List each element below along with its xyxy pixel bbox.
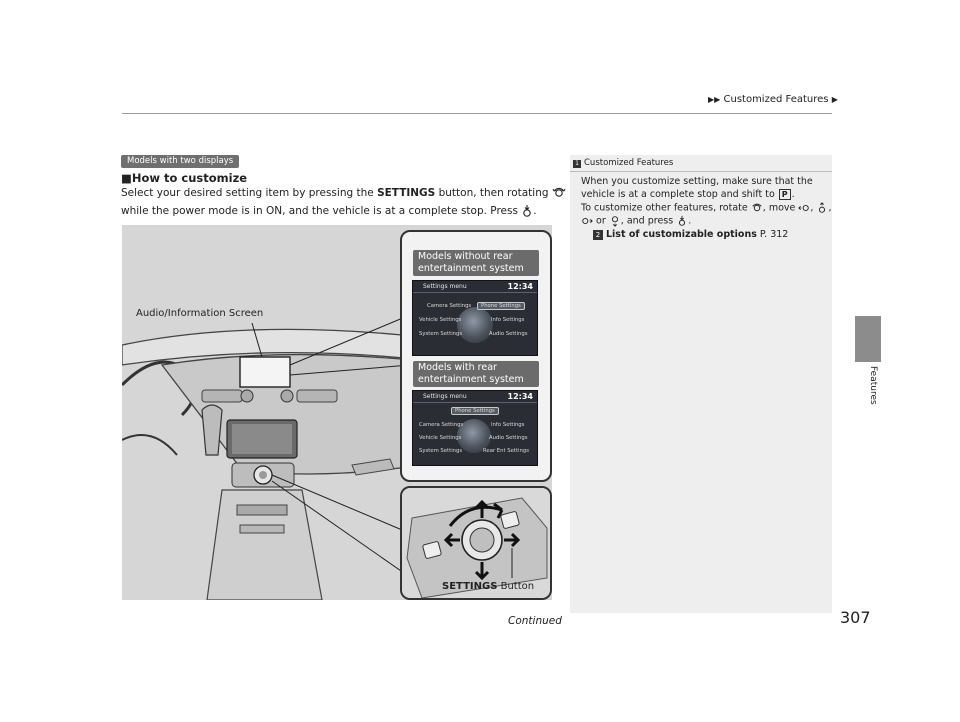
menu-item-vehicle-settings: Vehicle Settings (419, 435, 462, 441)
note-paragraph-2-line-1 (581, 202, 831, 214)
interface-dial-press-icon (521, 204, 533, 218)
note-paragraph-2-line-2 (581, 215, 691, 227)
screen-header-bar (413, 402, 537, 403)
settings-button-label (442, 581, 534, 592)
screen-header-bar (413, 292, 537, 293)
triangle-icon: ▶ (831, 95, 838, 104)
note-divider (570, 171, 832, 172)
interface-dial-left-icon (798, 202, 810, 214)
header-divider (122, 113, 832, 114)
menu-item-info-settings: Info Settings (491, 317, 525, 323)
body-text: Select your desired setting item by pressing the (121, 187, 378, 199)
note-paragraph-1-line-1: When you customize setting, make sure that the (581, 176, 813, 187)
menu-item-vehicle-settings: Vehicle Settings (419, 317, 462, 323)
note-text: To customize other features, rotate (581, 202, 748, 214)
note-text: , move (762, 202, 796, 214)
body-text-bold: SETTINGS (377, 187, 436, 199)
screen-title: Settings menu (423, 283, 467, 290)
screen-clock: 12:34 (507, 282, 533, 291)
settings-button-label-rest: Button (497, 581, 535, 592)
audio-information-screen-label: Audio/Information Screen (136, 308, 264, 319)
dial-graphic (457, 307, 493, 343)
menu-item-phone-settings: Phone Settings (451, 407, 499, 415)
note-text: or (596, 215, 606, 227)
menu-item-camera-settings: Camera Settings (427, 303, 472, 309)
models-badge: Models with two displays (121, 155, 239, 168)
menu-item-info-settings: Info Settings (491, 422, 525, 428)
side-tab-label: Features (868, 366, 878, 405)
cross-reference-title[interactable]: List of customizable options (606, 229, 757, 240)
interface-dial-rotate-icon (552, 186, 566, 200)
interface-dial-rotate-icon (751, 202, 763, 214)
interface-dial-up-icon (816, 202, 828, 214)
body-text: button, then rotating (435, 187, 552, 199)
park-position-box: P (779, 189, 791, 200)
body-text-line-1 (121, 186, 566, 200)
square-bullet-icon: ■ (121, 171, 132, 185)
interface-dial-right-icon (581, 215, 593, 227)
page-number: 307 (840, 608, 871, 627)
breadcrumb (708, 94, 838, 105)
note-text: . (791, 189, 795, 200)
settings-menu-screen-a (412, 280, 538, 356)
menu-item-audio-settings: Audio Settings (489, 435, 528, 441)
body-text-line-2 (121, 204, 537, 218)
double-triangle-icon: ▶▶ (708, 95, 721, 104)
cross-reference[interactable] (593, 229, 788, 240)
note-paragraph-1-line-2 (581, 189, 795, 200)
section-heading-text: How to customize (131, 171, 248, 185)
section-heading (121, 171, 247, 185)
menu-item-rear-ent-settings: Rear Ent Settings (483, 448, 529, 454)
menu-item-camera-settings: Camera Settings (419, 422, 464, 428)
body-text: while the power mode is in ON, and the vehicle is at a complete stop. Press (121, 205, 522, 217)
menu-item-phone-settings: Phone Settings (477, 302, 525, 310)
menu-item-audio-settings: Audio Settings (489, 331, 528, 337)
note-text: , (810, 202, 814, 214)
note-marker-icon: 1 (573, 160, 581, 168)
interface-dial-press-icon (676, 215, 688, 227)
settings-menu-screen-b (412, 390, 538, 466)
tag-models-without-rear: Models without rear entertainment system (413, 250, 539, 276)
interface-dial-down-icon (609, 215, 621, 227)
settings-button-label-bold: SETTINGS (442, 581, 498, 592)
menu-item-system-settings: System Settings (419, 448, 463, 454)
note-title (573, 158, 673, 168)
screen-clock: 12:34 (507, 392, 533, 401)
note-text: . (688, 215, 692, 227)
menu-item-system-settings: System Settings (419, 331, 463, 337)
continued-label: Continued (508, 615, 562, 627)
note-text: vehicle is at a complete stop and shift to (581, 189, 775, 200)
screen-title: Settings menu (423, 393, 467, 400)
breadcrumb-label: Customized Features (723, 94, 829, 105)
reference-arrow-icon: 2 (593, 230, 603, 240)
cross-reference-page[interactable]: P. 312 (759, 229, 789, 240)
side-tab-block (855, 316, 881, 362)
note-title-text: Customized Features (584, 158, 674, 168)
note-text: , and press (620, 215, 674, 227)
tag-models-with-rear: Models with rear entertainment system (413, 361, 539, 387)
note-text: , (828, 202, 832, 214)
body-text: . (533, 205, 537, 217)
